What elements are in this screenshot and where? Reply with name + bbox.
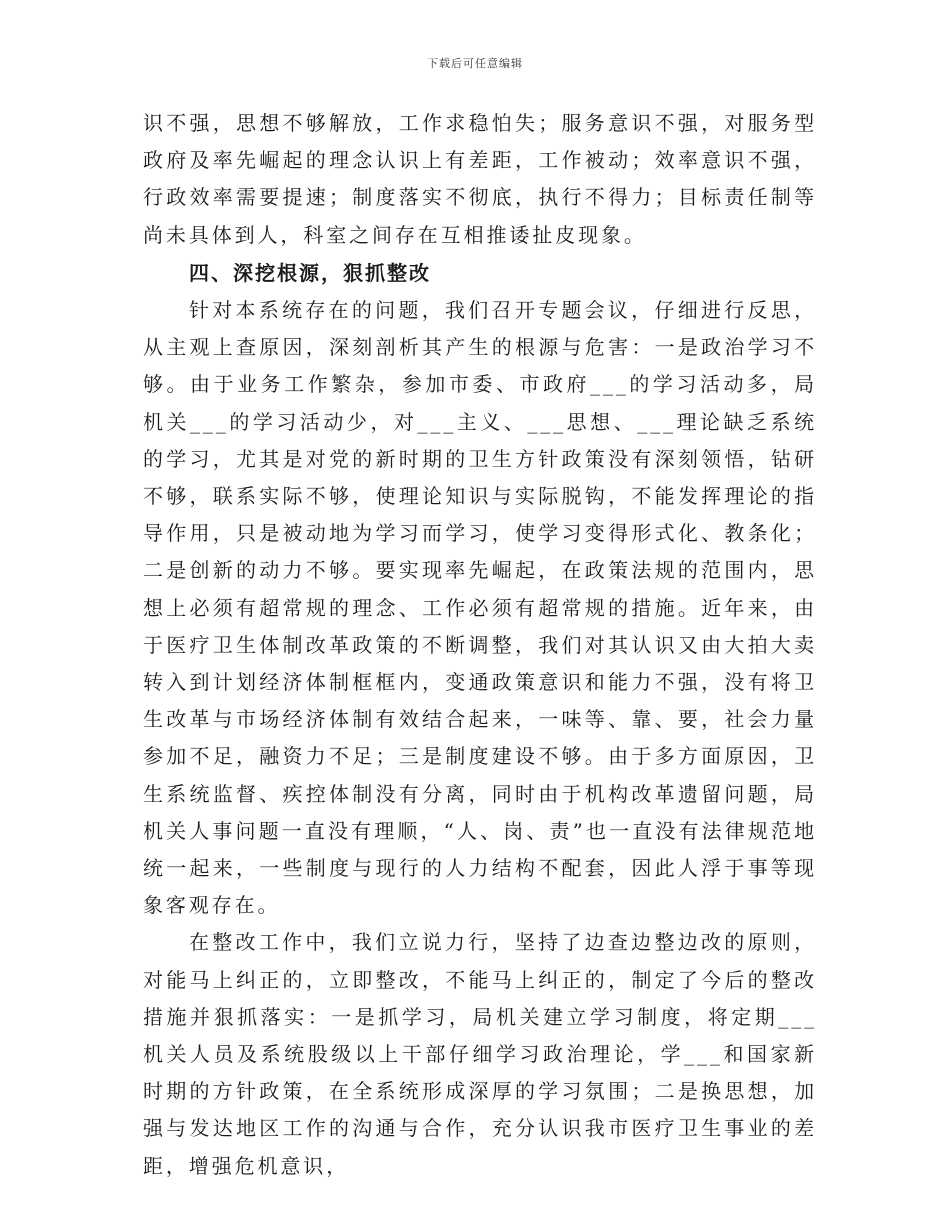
body-paragraph-continuation: 识不强，思想不够解放，工作求稳怕失；服务意识不强，对服务型政府及率先崛起的理念认识上有差距，工作被动；效率意识不强，行政效率需要提速；制度落实不彻底，执行不得力；目标责任制等尚未具体到人，科室之间存在互相推诿扯皮现象。 bbox=[143, 111, 817, 247]
page-header-note: 下载后可任意编辑 bbox=[427, 57, 523, 70]
section-heading: 四、深挖根源，狠抓整改 bbox=[189, 260, 431, 285]
body-paragraph-root-causes: 针对本系统存在的问题，我们召开专题会议，仔细进行反思，从主观上查原因，深刻剖析其产生的根源与危害：一是政治学习不够。由于业务工作繁杂，参加市委、市政府___的学习活动多，局机关___的学习活动少，对___主义、___思想、___理论缺乏系统的学习，尤其是对党的新时期的卫生方针政策没有深刻领悟，钻研不够，联系实际不够，使理论知识与实际脱钩，不能发挥理论的指导作用，只是被动地为学习而学习，使学习变得形式化、教条化；二是创新的动力不够。要实现率先崛起，在政策法规的范围内，思想上必须有超常规的理念、工作必须有超常规的措施。近年来，由于医疗卫生体制改革政策的不断调整，我们对其认识又由大拍大卖转入到计划经济体制框框内，变通政策意识和能力不强，没有将卫生改革与市场经济体制有效结合起来，一味等、靠、要，社会力量参加不足，融资力不足；三是制度建设不够。由于多方面原因，卫生系统监督、疾控体制没有分离，同时由于机构改革遗留问题，局机关人事问题一直没有理顺，“人、岗、责”也一直没有法律规范地统一起来，一些制度与现行的人力结构不配套，因此人浮于事等现象客观存在。 bbox=[143, 298, 817, 918]
document-body bbox=[143, 105, 817, 1185]
body-paragraph-rectification: 在整改工作中，我们立说力行，坚持了边查边整边改的原则，对能马上纠正的，立即整改，不能马上纠正的，制定了今后的整改措施并狠抓落实：一是抓学习，局机关建立学习制度，将定期___机关人员及系统股级以上干部仔细学习政治理论，学___和国家新时期的方针政策，在全系统形成深厚的学习氛围；二是换思想，加强与发达地区工作的沟通与合作，充分认识我市医疗卫生事业的差距，增强危机意识， bbox=[143, 930, 817, 1178]
